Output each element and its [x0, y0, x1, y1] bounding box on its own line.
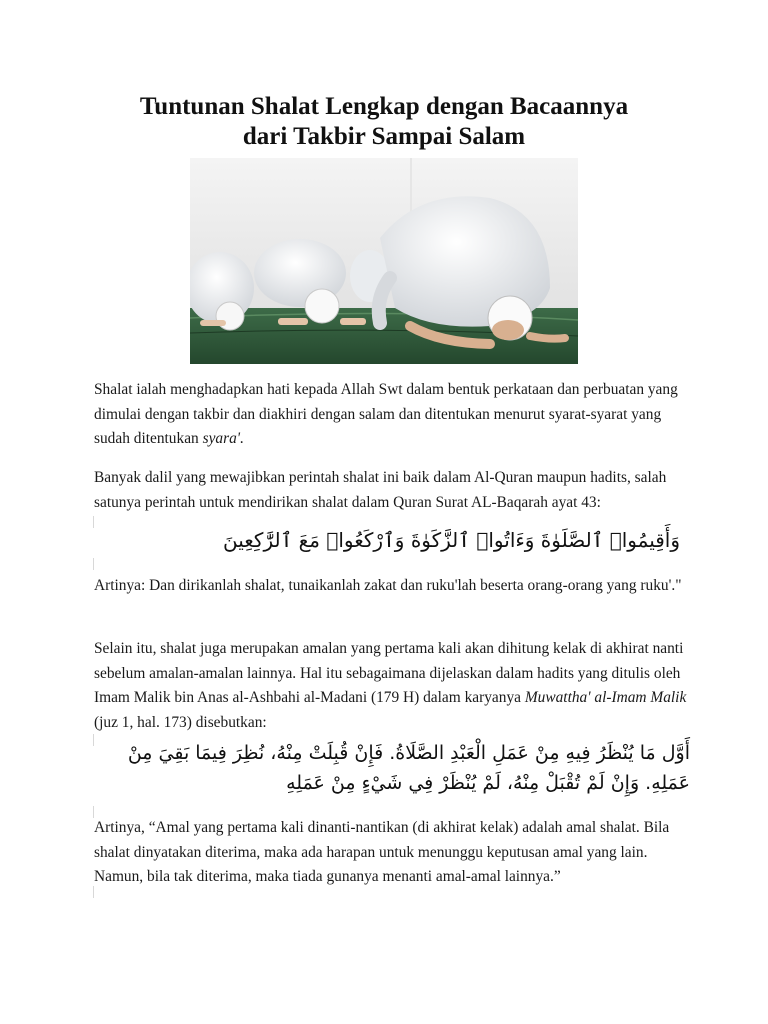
arabic-verse: وَأَقِيمُوا۟ ٱلصَّلَوٰةَ وَءَاتُوا۟ ٱلزَّكَوٰةَ وَٱرْكَعُوا۟ مَعَ ٱلرَّٰكِعِينَ [223, 528, 680, 552]
paragraph-hadith-intro [94, 637, 694, 735]
prostration-illustration [190, 158, 578, 364]
paragraph-hadith-intro-italic: Muwattha' al-Imam Malik [524, 689, 687, 706]
arabic-hadith: أَوَّل مَا يُنْظَرُ فِيهِ مِنْ عَمَلِ الْعَبْدِ الصَّلَاةُ. فَإِنْ قُبِلَتْ مِنْهُ، نُظِرَ فِيمَا بَقِيَ مِنْ عَمَلِهِ. وَإِنْ لَمْ تُقْبَلْ مِنْهُ، لَمْ يُنْظَرْ فِي شَيْءٍ مِنْ عَمَلِهِ [127, 742, 690, 794]
paragraph-dalil-text: Banyak dalil yang mewajibkan perintah shalat ini baik dalam Al-Quran maupun hadits, salah satunya perintah untuk mendirikan shalat dalam Quran Surat AL-Baqarah ayat 43: [94, 469, 667, 511]
paragraph-definition-italic: syara'. [202, 430, 244, 447]
prayer-photo [190, 158, 578, 364]
paragraph-definition [94, 378, 694, 452]
paragraph-translation-1 [94, 574, 694, 599]
paragraph-translation-2 [94, 816, 694, 890]
text-marker [93, 516, 94, 528]
paragraph-hadith-intro-text: Selain itu, shalat juga merupakan amalan yang pertama kali akan dihitung kelak di akhirat nanti sebelum amalan-amalan lainnya. Hal itu sebagaimana dijelaskan dalam hadits yang ditulis oleh Imam Malik bin Anas al-Ashbahi al-Madani (179 H) dalam karyanya [94, 640, 684, 706]
title-line-2: dari Takbir Sampai Salam [242, 123, 526, 150]
paragraph-definition-text: Shalat ialah menghadapkan hati kepada Allah Swt dalam bentuk perkataan dan perbuatan yang dimulai dengan takbir dan diakhiri dengan salam dan ditentukan menurut syarat-syarat yang sudah ditentukan [94, 381, 678, 447]
title-line-1: Tuntunan Shalat Lengkap dengan Bacaannya [139, 93, 629, 120]
page-title [60, 92, 708, 152]
text-marker [93, 734, 94, 746]
paragraph-dalil [94, 466, 694, 515]
text-marker [93, 886, 94, 898]
paragraph-translation-1-text: Artinya: Dan dirikanlah shalat, tunaikanlah zakat dan ruku'lah beserta orang-orang yang ruku'." [94, 577, 682, 594]
paragraph-hadith-intro-after: (juz 1, hal. 173) disebutkan: [94, 713, 267, 731]
paragraph-translation-2-text: Artinya, “Amal yang pertama kali dinanti-nantikan (di akhirat kelak) adalah amal shalat. Bila shalat dinyatakan diterima, maka ada harapan untuk menunggu keputusan amal yang lain. Namun, bila tak diterima, maka tiada gunanya menanti amal-amal lainnya.” [94, 819, 670, 885]
text-marker [93, 558, 94, 570]
